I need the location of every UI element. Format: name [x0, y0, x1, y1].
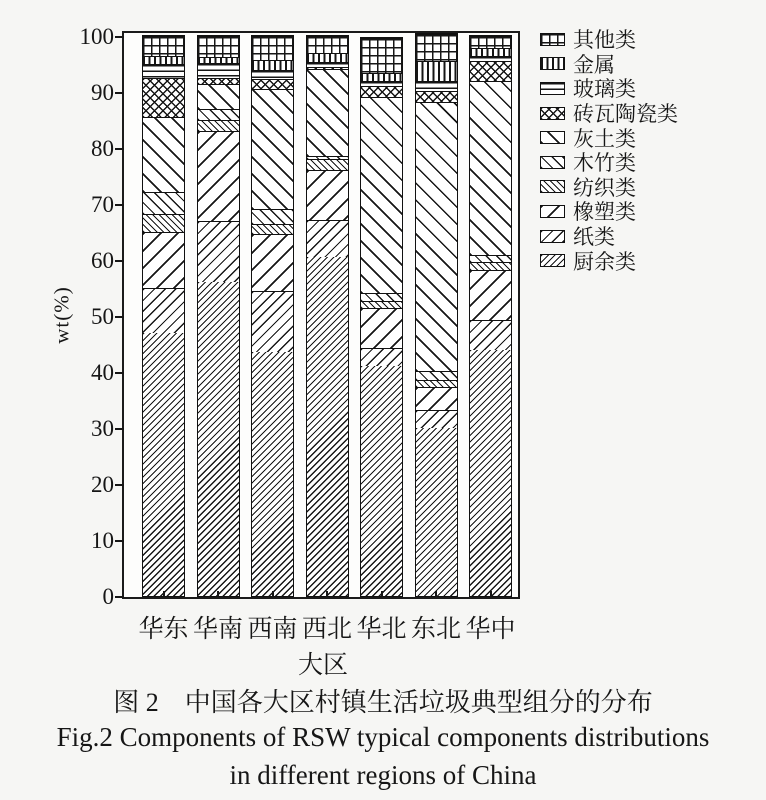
- caption-english-line1: Fig.2 Components of RSW typical components distributions: [56, 722, 710, 752]
- bar-segment: [198, 282, 239, 596]
- bar-segment: [416, 81, 457, 91]
- y-tick-mark: [115, 260, 124, 262]
- bar-segment: [252, 234, 293, 291]
- bar-segment: [198, 131, 239, 221]
- legend-item: [540, 101, 678, 126]
- bar-segment: [416, 61, 457, 81]
- bar: [415, 33, 458, 597]
- bar-segment: [307, 159, 348, 171]
- bar-segment: [416, 102, 457, 372]
- legend-label: 厨余类: [573, 249, 636, 274]
- y-tick-mark: [115, 36, 124, 38]
- bar-segment: [470, 320, 511, 350]
- x-tick-mark: [490, 591, 492, 597]
- bar-segment: [361, 348, 402, 366]
- legend-item: [540, 224, 678, 249]
- legend-item: [540, 52, 678, 77]
- bar-segment: [361, 97, 402, 294]
- legend-label: 金属: [573, 52, 615, 77]
- y-tick-mark: [115, 204, 124, 206]
- y-tick-label: 70: [91, 192, 114, 217]
- legend-item: [540, 125, 678, 150]
- legend-label: 灰土类: [573, 126, 636, 151]
- bar-segment: [252, 291, 293, 353]
- metal-hatch-swatch: [540, 57, 565, 70]
- x-tick-label: 华南: [192, 616, 243, 643]
- legend-label: 纸类: [573, 225, 615, 250]
- bar-segment: [143, 36, 184, 56]
- bar: [142, 35, 185, 597]
- bar-segment: [143, 333, 184, 596]
- bar-segment: [143, 214, 184, 232]
- paper-hatch-swatch: [540, 230, 565, 243]
- x-tick-label: 华中: [465, 616, 516, 643]
- bar-segment: [416, 387, 457, 410]
- y-tick-mark: [115, 372, 124, 374]
- bar-segment: [416, 371, 457, 379]
- legend-label: 砖瓦陶瓷类: [573, 102, 678, 127]
- bar-segment: [416, 380, 457, 387]
- bar-segment: [470, 350, 511, 596]
- y-tick-label: 80: [91, 136, 114, 161]
- bar-segment: [307, 170, 348, 220]
- bar-segment: [198, 84, 239, 109]
- y-tick-label: 100: [79, 24, 114, 49]
- x-tick-label: 华东: [138, 616, 189, 643]
- legend-item: [540, 175, 678, 200]
- y-tick-mark: [115, 540, 124, 542]
- y-tick-mark: [115, 484, 124, 486]
- bar-segment: [361, 366, 402, 596]
- legend-label: 纺织类: [573, 175, 636, 200]
- bar-segment: [470, 262, 511, 270]
- bar-segment: [361, 308, 402, 348]
- y-tick-label: 60: [91, 248, 114, 273]
- y-axis-title: wt(%): [49, 286, 74, 344]
- bar-segment: [252, 60, 293, 70]
- y-tick-label: 40: [91, 360, 114, 385]
- x-tick-label: 东北: [410, 616, 461, 643]
- x-tick-mark: [163, 591, 165, 597]
- brick_ceramic-hatch-swatch: [540, 107, 565, 120]
- bar-segment: [470, 81, 511, 255]
- bar-segment: [307, 53, 348, 63]
- bar-segment: [470, 270, 511, 320]
- bar-segment: [143, 117, 184, 193]
- bar-segment: [361, 86, 402, 96]
- bar-segment: [470, 255, 511, 262]
- bar: [469, 35, 512, 597]
- bar-segment: [143, 192, 184, 213]
- plot-area: [49, 24, 520, 679]
- bar-segment: [252, 79, 293, 89]
- bar-segment: [361, 38, 402, 73]
- bar-segment: [252, 70, 293, 78]
- x-axis-title: 大区: [297, 652, 348, 679]
- y-tick-mark: [115, 148, 124, 150]
- bar-segment: [307, 220, 348, 257]
- y-tick-label: 50: [91, 304, 114, 329]
- bar: [306, 35, 349, 598]
- y-tick-label: 10: [91, 528, 114, 553]
- textile-hatch-swatch: [540, 180, 565, 193]
- rubber_plastic-hatch-swatch: [540, 205, 565, 218]
- legend-item: [540, 199, 678, 224]
- legend-item: [540, 76, 678, 101]
- y-tick-mark: [115, 428, 124, 430]
- others-hatch-swatch: [540, 33, 565, 46]
- bar-segment: [198, 63, 239, 78]
- bar-segment: [307, 69, 348, 156]
- bar-segment: [143, 56, 184, 64]
- bar: [251, 35, 294, 597]
- bar: [197, 35, 240, 597]
- bar-segment: [307, 257, 348, 596]
- bar-segment: [252, 224, 293, 234]
- x-tick-label: 西南: [247, 616, 298, 643]
- bar-segment: [252, 352, 293, 596]
- y-tick-mark: [115, 92, 124, 94]
- legend-item: [540, 150, 678, 175]
- bar-segment: [198, 221, 239, 283]
- y-tick-mark: [115, 316, 124, 318]
- y-tick-label: 30: [91, 416, 114, 441]
- y-tick-label: 20: [91, 472, 114, 497]
- kitchen-hatch-swatch: [540, 254, 565, 267]
- bar-segment: [470, 48, 511, 56]
- bar-segment: [416, 410, 457, 428]
- x-tick-mark: [435, 591, 437, 597]
- x-tick-mark: [381, 591, 383, 597]
- y-tick-mark: [115, 596, 124, 598]
- y-tick-label: 90: [91, 80, 114, 105]
- x-tick-mark: [217, 591, 219, 597]
- y-tick-label: 0: [102, 584, 114, 609]
- legend-label: 木竹类: [573, 151, 636, 176]
- legend-label: 橡塑类: [573, 200, 636, 225]
- bar-segment: [143, 64, 184, 77]
- bar-segment: [416, 34, 457, 61]
- bar-segment: [143, 78, 184, 117]
- caption-english-line2: in different regions of China: [229, 760, 537, 790]
- caption-chinese: 图 2 中国各大区村镇生活垃圾典型组分的分布: [113, 688, 653, 717]
- legend-item: [540, 248, 678, 273]
- bar-segment: [198, 109, 239, 120]
- legend-label: 其他类: [573, 28, 636, 53]
- x-tick-mark: [326, 591, 328, 597]
- legend-label: 玻璃类: [573, 77, 636, 102]
- bar-segment: [143, 288, 184, 333]
- bar-segment: [361, 73, 402, 81]
- bar-segment: [252, 209, 293, 224]
- legend: [540, 27, 678, 273]
- bar-segment: [470, 61, 511, 81]
- bar-segment: [361, 301, 402, 308]
- bar-segment: [252, 89, 293, 209]
- bar-segment: [307, 36, 348, 53]
- bar-segment: [198, 36, 239, 57]
- x-tick-label: 西北: [301, 616, 352, 643]
- bar-segment: [252, 36, 293, 60]
- bar-segment: [416, 428, 457, 596]
- ash_soil-hatch-swatch: [540, 131, 565, 144]
- bar: [360, 37, 403, 597]
- wood_bamboo-hatch-swatch: [540, 156, 565, 169]
- bar-segment: [198, 120, 239, 131]
- glass-hatch-swatch: [540, 82, 565, 95]
- x-tick-mark: [272, 591, 274, 597]
- legend-item: [540, 27, 678, 52]
- bar-segment: [143, 232, 184, 288]
- bar-segment: [361, 293, 402, 301]
- bar-segment: [470, 36, 511, 48]
- x-tick-label: 华北: [356, 616, 407, 643]
- bar-segment: [416, 91, 457, 101]
